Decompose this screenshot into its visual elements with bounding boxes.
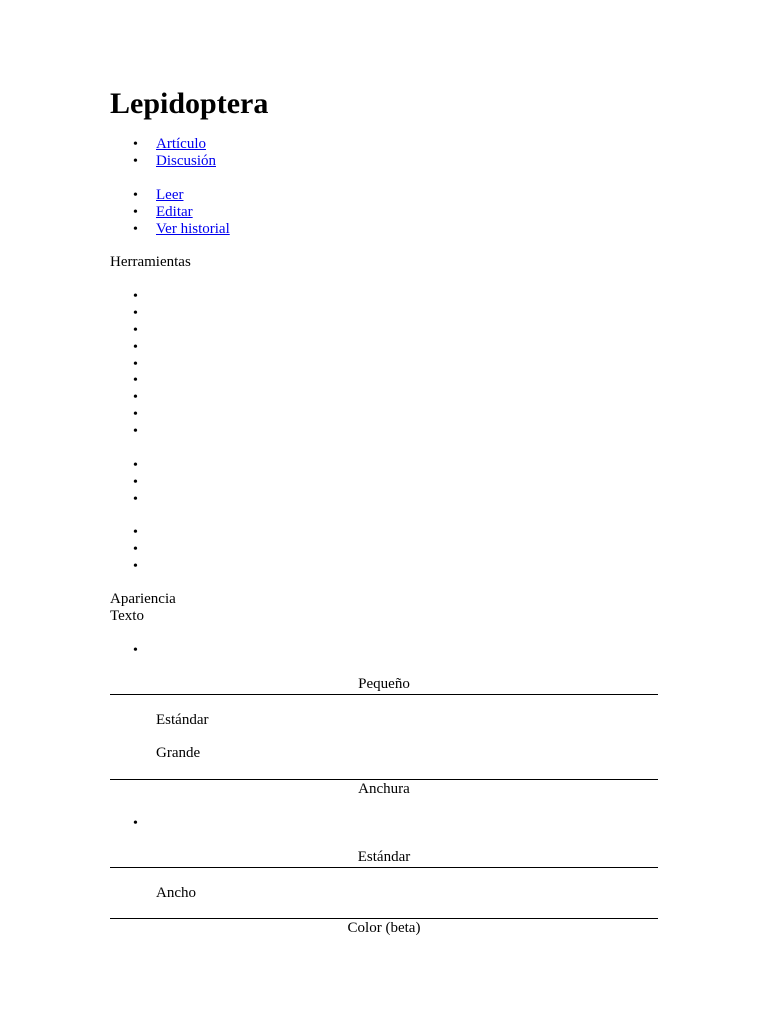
bullet-icon: •	[133, 816, 138, 831]
bullet-icon: •	[133, 424, 138, 439]
bullet-icon: •	[133, 188, 138, 203]
bullet-icon: •	[133, 373, 138, 388]
text-size-large-option[interactable]: Grande	[156, 745, 201, 761]
bullet-icon: •	[133, 492, 138, 507]
text-size-standard-option[interactable]: Estándar	[156, 712, 209, 728]
appearance-heading[interactable]: Apariencia	[110, 591, 176, 607]
tab-history[interactable]: Ver historial	[156, 221, 230, 237]
bullet-icon: •	[133, 205, 138, 220]
bullet-icon: •	[133, 222, 138, 237]
width-wide-option[interactable]: Ancho	[156, 885, 196, 901]
divider	[110, 779, 658, 780]
bullet-icon: •	[133, 475, 138, 490]
width-standard-option[interactable]: Estándar	[357, 849, 411, 865]
bullet-icon: •	[133, 306, 138, 321]
bullet-icon: •	[133, 323, 138, 338]
text-size-small-option[interactable]: Pequeño	[358, 676, 410, 692]
bullet-icon: •	[133, 357, 138, 372]
tools-heading[interactable]: Herramientas	[110, 254, 191, 270]
page-title: Lepidoptera	[110, 87, 269, 120]
tab-article[interactable]: Artículo	[156, 136, 206, 152]
tab-discussion[interactable]: Discusión	[156, 153, 216, 169]
bullet-icon: •	[133, 407, 138, 422]
divider	[110, 867, 658, 868]
tab-edit[interactable]: Editar	[156, 204, 193, 220]
tab-read[interactable]: Leer	[156, 187, 184, 203]
bullet-icon: •	[133, 542, 138, 557]
bullet-icon: •	[133, 340, 138, 355]
divider	[110, 694, 658, 695]
width-heading: Anchura	[358, 781, 410, 797]
bullet-icon: •	[133, 559, 138, 574]
bullet-icon: •	[133, 154, 138, 169]
text-size-heading: Texto	[110, 608, 144, 624]
bullet-icon: •	[133, 137, 138, 152]
bullet-icon: •	[133, 289, 138, 304]
bullet-icon: •	[133, 643, 138, 658]
bullet-icon: •	[133, 525, 138, 540]
bullet-icon: •	[133, 458, 138, 473]
divider	[110, 918, 658, 919]
color-heading: Color (beta)	[347, 920, 421, 936]
bullet-icon: •	[133, 390, 138, 405]
